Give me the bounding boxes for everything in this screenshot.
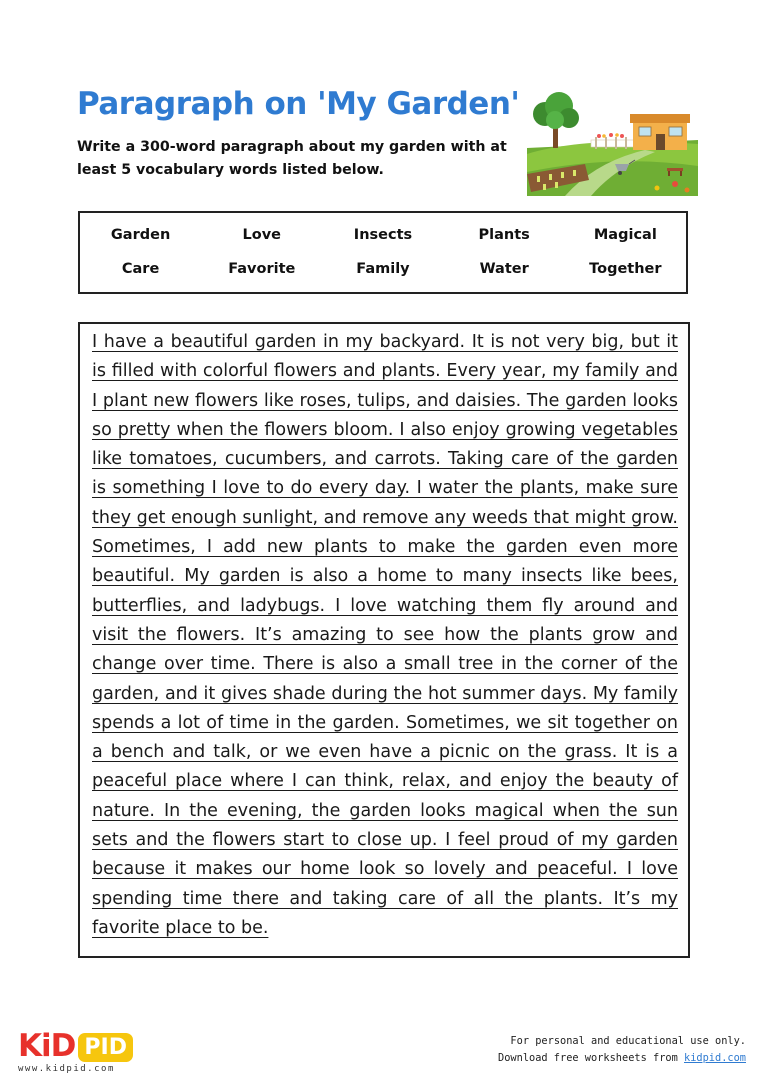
footer-download-text: Download free worksheets from bbox=[498, 1052, 684, 1064]
garden-illustration bbox=[525, 92, 700, 197]
vocab-word: Favorite bbox=[228, 261, 296, 277]
logo-pill: PID bbox=[78, 1033, 133, 1062]
vocab-word: Plants bbox=[478, 227, 530, 243]
vocab-word: Insects bbox=[353, 227, 413, 243]
vocab-word: Love bbox=[242, 227, 282, 243]
footer-note bbox=[498, 1033, 746, 1067]
paragraph-text: I have a beautiful garden in my backyard. It is not very big, but it is filled with colorful flowers and plants. Every year, my family and I plant new flowers like roses, tulips, and daisies. The garden looks so pretty when the flowers bloom. I also enjoy growing vegetables like tomatoes, cucumbers, and carrots. Taking care of the garden is something I love to do every day. I water the plants, make sure they get enough sunlight, and remove any weeds that might grow. Sometimes, I add new plants to make the garden even more beautiful. My garden is also a home to many insects like bees, butterflies, and ladybugs. I love watching them fly around and visit the flowers. It’s amazing to see how the plants grow and change over time. There is also a small tree in the corner of the garden, and it gives shade during the hot summer days. My family spends a lot of time in the garden. Sometimes, we sit together on a bench and talk, or we even have a picnic on the grass. It is a peaceful place where I can think, relax, and enjoy the beauty of nature. In the evening, the garden looks magical when the sun sets and the flowers start to close up. I feel proud of my garden because it makes our home look so lovely and peaceful. I love spending time there and taking care of all the plants. It’s my favorite place to be. bbox=[92, 332, 678, 938]
vocab-word: Garden bbox=[110, 227, 171, 243]
vocab-word: Together bbox=[589, 261, 662, 277]
logo-letters: KiD bbox=[18, 1028, 76, 1064]
vocab-word: Care bbox=[121, 261, 160, 277]
page-title: Paragraph on 'My Garden' bbox=[77, 86, 520, 122]
paragraph-box bbox=[78, 322, 690, 958]
footer-usage-note: For personal and educational use only. bbox=[510, 1035, 746, 1047]
footer-download-line bbox=[498, 1050, 746, 1067]
vocabulary-row bbox=[80, 227, 686, 243]
vocabulary-row bbox=[80, 261, 686, 277]
vocab-word: Family bbox=[356, 261, 410, 277]
instructions: Write a 300-word paragraph about my garden with at least 5 vocabulary words listed below. bbox=[77, 139, 507, 178]
logo-url: www.kidpid.com bbox=[18, 1064, 115, 1074]
vocab-word: Magical bbox=[593, 227, 657, 243]
kidpid-link[interactable]: kidpid.com bbox=[684, 1052, 746, 1064]
vocabulary-box bbox=[78, 211, 688, 294]
kidpid-logo bbox=[18, 1028, 133, 1074]
vocab-word: Water bbox=[479, 261, 529, 277]
